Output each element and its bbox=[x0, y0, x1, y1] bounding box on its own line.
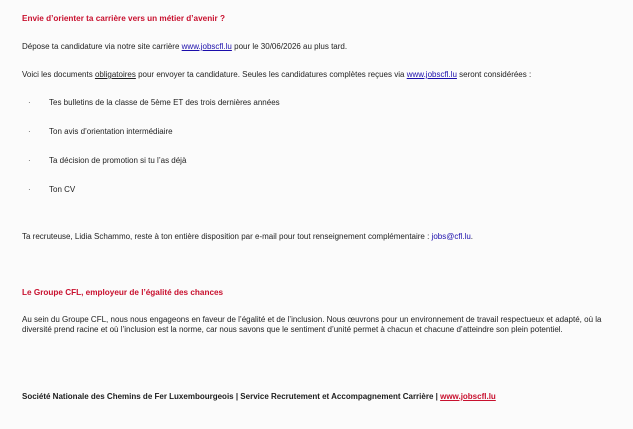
contact-text-after: . bbox=[470, 232, 474, 241]
list-item-text: Ta décision de promotion si tu l’as déjà bbox=[49, 156, 187, 165]
bullet-icon: · bbox=[28, 185, 31, 194]
bullet-icon: · bbox=[28, 156, 31, 165]
documents-paragraph bbox=[22, 70, 531, 80]
equality-paragraph: Au sein du Groupe CFL, nous nous engageons en faveur de l’égalité et de l’inclusion. Nous œuvrons pour un environnement de travail respectueux et adapté, où la diversité prend racine et où l’inclusion est la norme, car nous savons que le sentiment d’unité permet à chacun et chacune d’atteindre son plein potentiel. bbox=[22, 315, 602, 335]
list-item-text: Ton avis d’orientation intermédiaire bbox=[49, 127, 173, 136]
section-heading-equality: Le Groupe CFL, employeur de l’égalité des chances bbox=[22, 288, 224, 297]
footer-career-site-link[interactable]: www.jobscfl.lu bbox=[440, 392, 496, 401]
bullet-icon: · bbox=[28, 98, 31, 107]
footer-text: Société Nationale des Chemins de Fer Luxembourgeois | Service Recrutement et Accompagnement Carrière | bbox=[22, 392, 441, 401]
apply-text-after: pour le 30/06/2026 au plus tard. bbox=[231, 42, 348, 51]
footer-line bbox=[22, 392, 496, 401]
documents-text-middle: pour envoyer ta candidature. Seules les candidatures complètes reçues via bbox=[135, 70, 407, 79]
documents-underlined-word: obligatoires bbox=[94, 70, 136, 79]
career-site-link[interactable]: www.jobscfl.lu bbox=[181, 42, 232, 51]
contact-text-before: Ta recruteuse, Lidia Schammo, reste à ton entière disposition par e-mail pour tout renseignement complémentaire : bbox=[22, 232, 432, 241]
bullet-icon: · bbox=[28, 127, 31, 136]
contact-paragraph bbox=[22, 232, 473, 242]
section-heading-career: Envie d’orienter ta carrière vers un métier d’avenir ? bbox=[22, 14, 225, 23]
career-site-link-2[interactable]: www.jobscfl.lu bbox=[406, 70, 457, 79]
apply-text-before: Dépose ta candidature via notre site carrière bbox=[22, 42, 182, 51]
documents-text-after: seront considérées : bbox=[456, 70, 532, 79]
list-item-text: Ton CV bbox=[49, 185, 76, 194]
list-item-text: Tes bulletins de la classe de 5ème ET des trois dernières années bbox=[49, 98, 280, 107]
documents-text-before: Voici les documents bbox=[22, 70, 95, 79]
apply-paragraph bbox=[22, 42, 347, 52]
contact-email-link[interactable]: jobs@cfl.lu bbox=[431, 232, 471, 241]
